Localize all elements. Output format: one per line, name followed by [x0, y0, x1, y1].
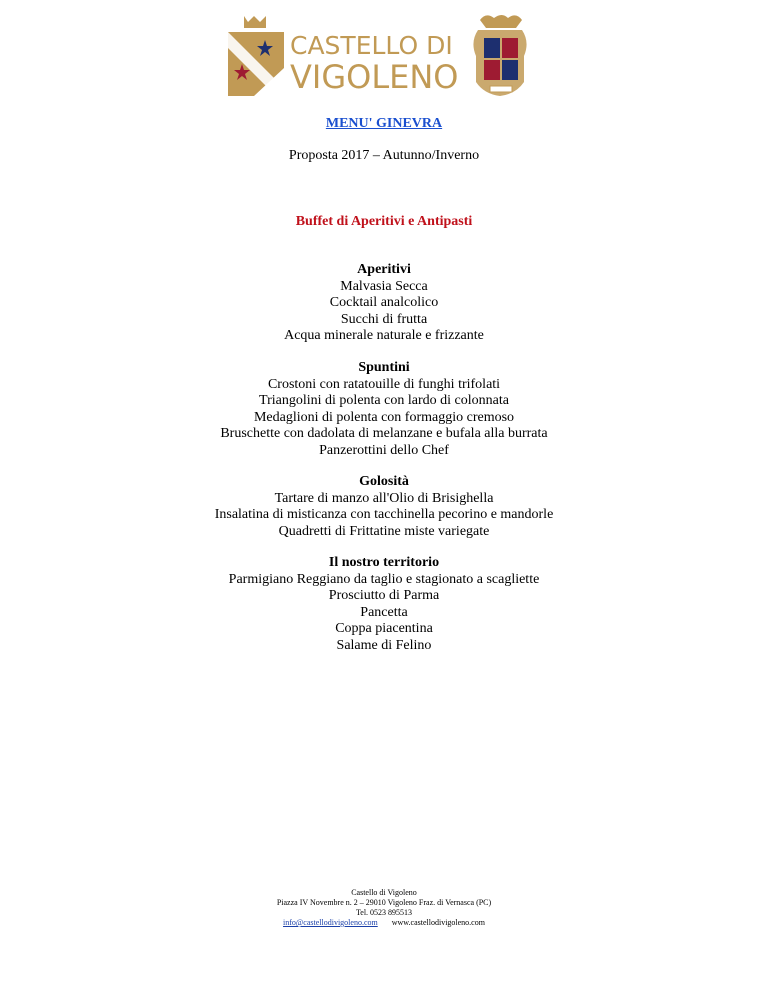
menu-item: Succhi di frutta [340, 311, 428, 327]
footer-address: Piazza IV Novembre n. 2 – 29010 Vigoleno Fraz. di Vernasca (PC) [276, 898, 492, 907]
menu-item: Cocktail analcolico [329, 295, 439, 310]
menu-item: Parmigiano Reggiano da taglio e stagionato a scagliette [228, 571, 540, 587]
section-title: Spuntini [358, 360, 410, 375]
footer-name: Castello di Vigoleno [351, 888, 417, 897]
menu-item: Bruschette con dadolata di melanzane e bufala alla burrata [220, 426, 548, 441]
logo-line1: CASTELLO DI [290, 31, 453, 60]
menu-item: Prosciutto di Parma [328, 588, 440, 603]
subtitle: Proposta 2017 – Autunno/Inverno [288, 148, 480, 163]
menu-item: Insalatina di misticanza con tacchinella pecorino e mandorle [214, 507, 554, 522]
section-title: Aperitivi [357, 262, 411, 277]
section-aperitivi [0, 262, 768, 345]
buffet-title: Buffet di Aperitivi e Antipasti [295, 214, 473, 229]
footer-phone: Tel. 0523 895513 [355, 908, 413, 917]
menu-item: Malvasia Secca [340, 278, 428, 294]
menu-item: Panzerottini dello Chef [319, 442, 449, 458]
menu-item: Salame di Felino [336, 637, 432, 653]
section-title: Golosità [359, 474, 409, 489]
section-spuntini [0, 360, 768, 459]
logo-line2: VIGOLENO [290, 58, 459, 96]
menu-item: Coppa piacentina [335, 621, 433, 636]
menu-item: Pancetta [360, 604, 408, 620]
footer-website: www.castellodivigoleno.com [391, 918, 485, 927]
section-title: Il nostro territorio [328, 555, 440, 570]
section-territorio [0, 555, 768, 654]
emblem-left [228, 16, 284, 96]
menu-item: Acqua minerale naturale e frizzante [284, 328, 484, 343]
footer-email-link[interactable]: info@castellodivigoleno.com [283, 918, 378, 927]
menu-item: Crostoni con ratatouille di funghi trifolati [267, 376, 501, 392]
menu-item: Tartare di manzo all'Olio di Brisighella [274, 490, 494, 506]
menu-item: Medaglioni di polenta con formaggio cremoso [253, 409, 515, 425]
menu-title: MENU' GINEVRA [325, 116, 443, 131]
castello-logo [226, 12, 540, 98]
footer [0, 888, 768, 928]
section-golosita [0, 474, 768, 540]
menu-item: Quadretti di Frittatine miste variegate [278, 523, 490, 539]
coat-of-arms-icon [473, 15, 526, 96]
menu-item: Triangolini di polenta con lardo di colonnata [259, 393, 509, 408]
